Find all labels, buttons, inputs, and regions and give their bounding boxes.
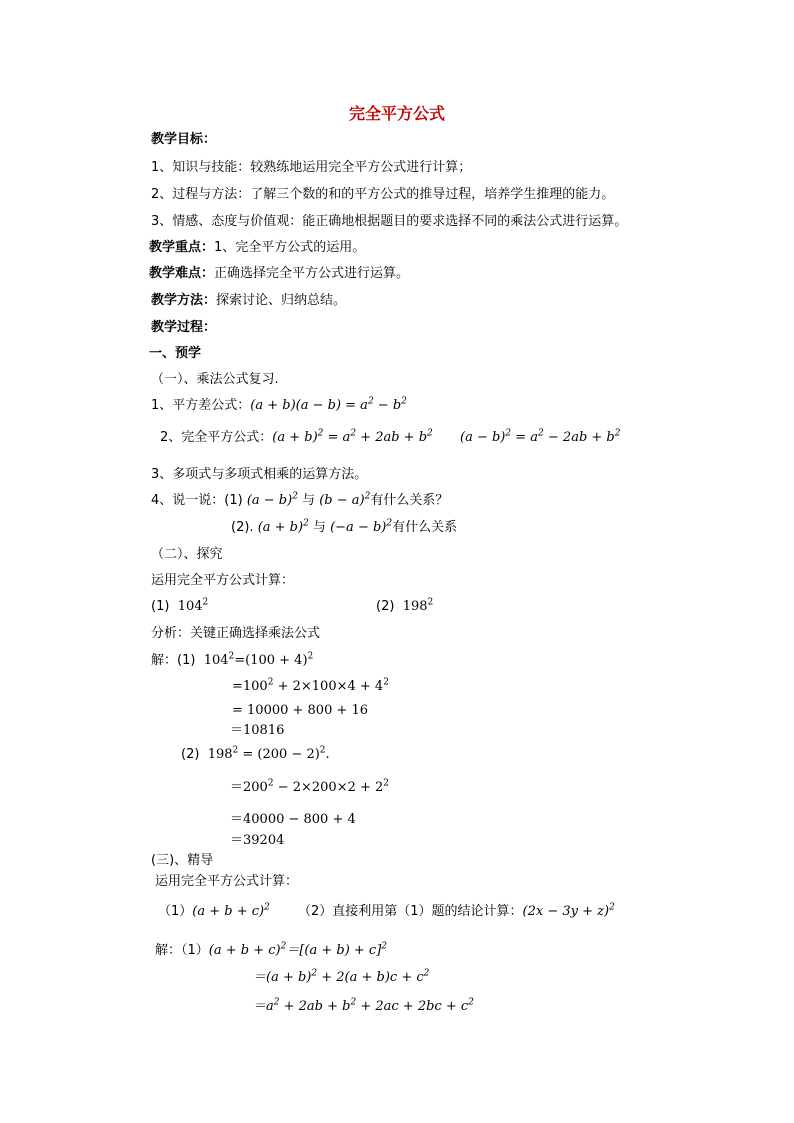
review-item-2 <box>160 429 433 447</box>
review-label-2: 2、完全平方公式： <box>160 430 273 445</box>
q4-expr-a1: $(a - b)^2$ <box>246 491 298 508</box>
problem2-2 <box>298 903 615 921</box>
solution-2-first <box>181 746 330 764</box>
solution-1-step-1: $104^2=(100 + 4)^2$ <box>203 651 314 668</box>
method-text: 探索讨论、归纳总结。 <box>216 293 347 308</box>
review-item-1 <box>151 397 407 415</box>
problem-2 <box>376 598 433 616</box>
solution2-step-1: $(a + b + c)^2=[(a + b) + c]^2$ <box>208 941 388 958</box>
difficulty-label: 教学难点： <box>149 266 215 281</box>
difficulty-text: 正确选择完全平方公式进行运算。 <box>214 266 410 281</box>
difficulty-line <box>149 265 409 283</box>
key-point-text: 1、完全平方公式的运用。 <box>214 240 366 255</box>
q4-end-2: 有什么关系 <box>392 520 458 535</box>
q4-expr-b1: $(b - a)^2$ <box>319 491 371 508</box>
problem2-2-label: （2）直接利用第（1）题的结论计算： <box>298 904 523 919</box>
review-label-1: 1、平方差公式： <box>151 398 251 413</box>
q4-lead: 4、说一说：(1) <box>151 493 243 508</box>
solution-1-label: 解：(1) <box>151 653 196 668</box>
calc-intro-2: 运用完全平方公式计算： <box>155 874 299 889</box>
formula-square-of-sum: $(a + b)^2 = a^2 + 2ab + b^2$ <box>272 428 433 445</box>
solution-1-step-4: ＝10816 <box>230 723 285 738</box>
key-point-line <box>149 239 365 257</box>
problem2-1-expr: $(a + b + c)^2$ <box>192 902 270 919</box>
solution-2-step-2: $=200^2 - 2\times 200\times 2 + 2^2$ <box>230 778 390 795</box>
q4-expr-a2: $(a + b)^2$ <box>257 518 309 535</box>
solution-1-step-2: $=100^2 + 2\times 100\times 4 + 4^2$ <box>232 677 389 694</box>
page-title: 完全平方公式 <box>348 104 445 123</box>
solution-1-step-3: = 10000 + 800 + 16 <box>232 703 369 718</box>
solution2-first <box>155 942 387 960</box>
review-item-3: 3、多项式与多项式相乘的运算方法。 <box>151 467 368 482</box>
question-4-line-1 <box>151 492 448 510</box>
analysis: 分析：关键正确选择乘法公式 <box>151 626 321 641</box>
method-label: 教学方法： <box>151 293 217 308</box>
section-1-heading: （一）、乘法公式复习. <box>151 372 279 387</box>
q4-mid-2: 与 <box>312 520 326 535</box>
q4-lead-2: (2). <box>231 520 254 535</box>
solution-1-first <box>151 652 313 670</box>
solution-2-step-4: ＝39204 <box>230 833 285 848</box>
question-4-line-2 <box>231 519 457 537</box>
solution-2-step-1: $198^2 = (200 - 2)^2$. <box>207 745 330 762</box>
key-point-label: 教学重点： <box>149 240 215 255</box>
formula-difference-of-squares: $(a + b)(a - b) = a^2 - b^2$ <box>250 396 407 413</box>
problem-1-expr: $104^2$ <box>177 597 209 614</box>
problem2-2-expr: $(2x - 3y + z)^2$ <box>522 902 615 919</box>
goals-heading: 教学目标： <box>151 132 217 147</box>
solution2-step-2: $=(a + b)^2 + 2(a + b)c + c^2$ <box>253 968 430 985</box>
section-2-heading: （二）、探究 <box>151 547 223 562</box>
goal-item-3: 3、情感、态度与价值观：能正确地根据题目的要求选择不同的乘法公式进行运算。 <box>151 214 628 229</box>
part1-heading: 一、预学 <box>149 346 202 361</box>
process-label: 教学过程： <box>151 320 217 335</box>
solution-2-label: (2) <box>181 747 200 762</box>
goal-item-1: 1、知识与技能：较熟练地运用完全平方公式进行计算； <box>151 160 472 175</box>
problem-2-expr: $198^2$ <box>402 597 434 614</box>
problem-1-label: (1) <box>151 599 170 614</box>
section-3-heading: (三)、精导 <box>151 853 214 868</box>
solution2-label: 解：（1） <box>155 943 209 958</box>
q4-end-1: 有什么关系？ <box>370 493 449 508</box>
goal-item-2: 2、过程与方法：了解三个数的和的平方公式的推导过程，培养学生推理的能力。 <box>151 187 615 202</box>
q4-expr-b2: $(-a - b)^2$ <box>330 518 393 535</box>
method-line <box>151 292 346 310</box>
calc-intro: 运用完全平方公式计算： <box>151 573 295 588</box>
formula-square-of-difference: $(a - b)^2 = a^2 - 2ab + b^2$ <box>460 428 621 445</box>
solution-2-step-3: ＝40000 − 800 + 4 <box>230 812 356 827</box>
problem2-1-label: （1） <box>158 904 193 919</box>
solution2-step-3: $=a^2 + 2ab + b^2 + 2ac + 2bc + c^2$ <box>253 997 474 1014</box>
problem-1 <box>151 598 208 616</box>
q4-mid-1: 与 <box>302 493 316 508</box>
problem-2-label: (2) <box>376 599 395 614</box>
problem2-1 <box>158 903 270 921</box>
